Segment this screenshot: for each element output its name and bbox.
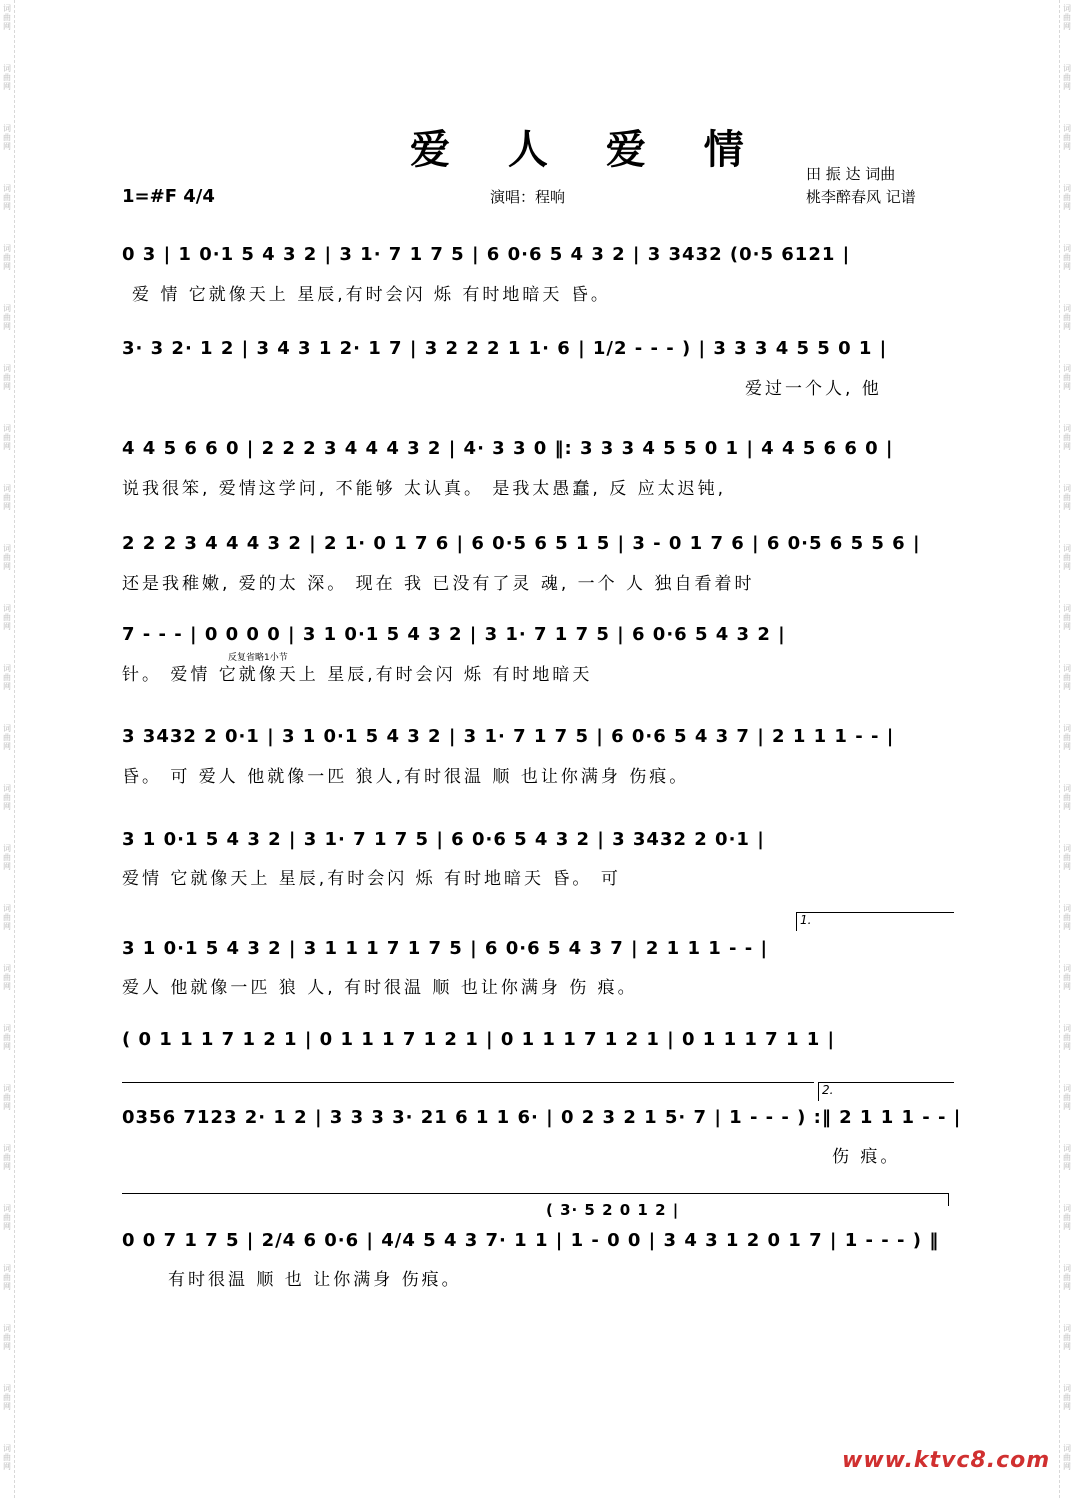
watermark-stamp: 词 曲 网: [1063, 1144, 1071, 1171]
first-ending-bracket: [796, 912, 954, 931]
watermark-stamp: 词 曲 网: [3, 964, 11, 991]
watermark-stamp: 词 曲 网: [1063, 1264, 1071, 1291]
watermark-stamp: 词 曲 网: [3, 1444, 11, 1471]
notation-line-11: 0 0 7 1 7 5 | 2/4 6 0·6 | 4/4 5 4 3 7· 1 1 | 1 - 0 0 | 3 4 3 1 2 0 1 7 | 1 - - - ) ‖: [122, 1230, 940, 1251]
lyric-line-1: 爱 情 它就像天上 星辰,有时会闪 烁 有时地暗天 昏。: [132, 285, 611, 305]
second-ending-label: 2.: [822, 1083, 834, 1097]
watermark-stamp: 词 曲 网: [3, 1324, 11, 1351]
watermark-stamp: 词 曲 网: [3, 784, 11, 811]
watermark-stamp: 词 曲 网: [3, 1084, 11, 1111]
second-ending-extension: [122, 1193, 949, 1206]
watermark-stamp: 词 曲 网: [1063, 844, 1071, 871]
notation-line-12: ( 3· 5 2 0 1 2 |: [546, 1201, 680, 1219]
lyric-line-8: 爱人 他就像一匹 狼 人, 有时很温 顺 也让你满身 伤 痕。: [122, 978, 638, 998]
lyric-line-6: 昏。 可 爱人 他就像一匹 狼人,有时很温 顺 也让你满身 伤痕。: [122, 767, 690, 787]
watermark-stamp: 词 曲 网: [3, 184, 11, 211]
watermark-stamp: 词 曲 网: [1063, 1084, 1071, 1111]
watermark-stamp: 词 曲 网: [1063, 4, 1071, 31]
watermark-stamp: 词 曲 网: [3, 1204, 11, 1231]
watermark-stamp: 词 曲 网: [3, 4, 11, 31]
notation-line-7: 3 1 0·1 5 4 3 2 | 3 1· 7 1 7 5 | 6 0·6 5 4 3 2 | 3 3432 2 0·1 |: [122, 829, 765, 850]
watermark-stamp: 词 曲 网: [1063, 1024, 1071, 1051]
watermark-stamp: 词 曲 网: [1063, 544, 1071, 571]
notation-line-4: 2 2 2 3 4 4 4 3 2 | 2 1· 0 1 7 6 | 6 0·5 6 5 1 5 | 3 - 0 1 7 6 | 6 0·5 6 5 5 6 |: [122, 533, 921, 554]
lyric-line-2: 爱过一个人, 他: [745, 379, 882, 399]
watermark-stamp: 词 曲 网: [3, 244, 11, 271]
watermark-stamp: 词 曲 网: [3, 664, 11, 691]
watermark-stamp: 词 曲 网: [1063, 784, 1071, 811]
song-title: 爱 人 爱 情: [410, 126, 766, 173]
notation-line-5: 7 - - - | 0 0 0 0 | 3 1 0·1 5 4 3 2 | 3 1· 7 1 7 5 | 6 0·6 5 4 3 2 |: [122, 624, 786, 645]
lyric-line-4: 还是我稚嫩, 爱的太 深。 现在 我 已没有了灵 魂, 一个 人 独自看着时: [122, 574, 755, 594]
watermark-stamp: 词 曲 网: [1063, 124, 1071, 151]
watermark-stamp: 词 曲 网: [1063, 424, 1071, 451]
left-watermark-strip: [0, 0, 15, 1498]
watermark-stamp: 词 曲 网: [1063, 484, 1071, 511]
watermark-stamp: 词 曲 网: [3, 604, 11, 631]
watermark-stamp: 词 曲 网: [3, 904, 11, 931]
notation-line-10: 0356 7123 2· 1 2 | 3 3 3 3· 21 6 1 1 6· | 0 2 3 2 1 5· 7 | 1 - - - ) :‖ 2 1 1 1 - - |: [122, 1107, 962, 1128]
watermark-stamp: 词 曲 网: [1063, 724, 1071, 751]
watermark-stamp: 词 曲 网: [1063, 364, 1071, 391]
first-ending-extension: [122, 1082, 814, 1095]
watermark-stamp: 词 曲 网: [1063, 184, 1071, 211]
watermark-stamp: 词 曲 网: [3, 304, 11, 331]
watermark-stamp: 词 曲 网: [1063, 964, 1071, 991]
watermark-stamp: 词 曲 网: [1063, 1384, 1071, 1411]
watermark-stamp: 词 曲 网: [3, 1264, 11, 1291]
repeat-note: 反复省略1小节: [228, 653, 288, 663]
singer-credit: 演唱：程响: [490, 188, 566, 206]
watermark-stamp: 词 曲 网: [1063, 244, 1071, 271]
watermark-stamp: 词 曲 网: [3, 844, 11, 871]
watermark-stamp: 词 曲 网: [1063, 604, 1071, 631]
lyric-line-11: 有时很温 顺 也 让你满身 伤痕。: [168, 1270, 462, 1290]
lyric-line-3: 说我很笨, 爱情这学问, 不能够 太认真。 是我太愚蠢, 反 应太迟钝,: [122, 479, 727, 499]
notation-line-3: 4 4 5 6 6 0 | 2 2 2 3 4 4 4 3 2 | 4· 3 3 0 ‖: 3 3 3 4 5 5 0 1 | 4 4 5 6 6 0 |: [122, 438, 894, 459]
watermark-stamp: 词 曲 网: [3, 64, 11, 91]
watermark-stamp: 词 曲 网: [1063, 1444, 1071, 1471]
watermark-stamp: 词 曲 网: [1063, 304, 1071, 331]
watermark-stamp: 词 曲 网: [3, 484, 11, 511]
notation-line-9: ( 0 1 1 1 7 1 2 1 | 0 1 1 1 7 1 2 1 | 0 1 1 1 7 1 2 1 | 0 1 1 1 7 1 1 |: [122, 1029, 836, 1050]
notation-line-6: 3 3432 2 0·1 | 3 1 0·1 5 4 3 2 | 3 1· 7 1 7 5 | 6 0·6 5 4 3 7 | 2 1 1 1 - - |: [122, 726, 895, 747]
key-signature: 1=#F 4/4: [122, 186, 215, 207]
site-url: www.ktvc8.com: [842, 1448, 1051, 1473]
notation-line-1: 0 3 | 1 0·1 5 4 3 2 | 3 1· 7 1 7 5 | 6 0·6 5 4 3 2 | 3 3432 (0·5 6121 |: [122, 244, 851, 265]
watermark-stamp: 词 曲 网: [1063, 664, 1071, 691]
watermark-stamp: 词 曲 网: [3, 1024, 11, 1051]
notation-line-8: 3 1 0·1 5 4 3 2 | 3 1 1 1 7 1 7 5 | 6 0·6 5 4 3 7 | 2 1 1 1 - - |: [122, 938, 769, 959]
second-ending-bracket: [818, 1082, 954, 1101]
watermark-stamp: 词 曲 网: [1063, 1204, 1071, 1231]
first-ending-label: 1.: [800, 913, 812, 927]
watermark-stamp: 词 曲 网: [3, 1144, 11, 1171]
watermark-stamp: 词 曲 网: [3, 364, 11, 391]
watermark-stamp: 词 曲 网: [1063, 1324, 1071, 1351]
right-watermark-strip: [1059, 0, 1074, 1498]
watermark-stamp: 词 曲 网: [1063, 64, 1071, 91]
lyric-line-10: 伤 痕。: [832, 1147, 901, 1167]
transcriber-credit: 桃李醉春风 记谱: [806, 188, 916, 206]
watermark-stamp: 词 曲 网: [3, 1384, 11, 1411]
watermark-stamp: 词 曲 网: [3, 424, 11, 451]
watermark-stamp: 词 曲 网: [3, 724, 11, 751]
composer-credit: 田 振 达 词曲: [806, 165, 896, 183]
lyric-line-7: 爱情 它就像天上 星辰,有时会闪 烁 有时地暗天 昏。 可: [122, 869, 621, 889]
watermark-stamp: 词 曲 网: [3, 124, 11, 151]
lyric-line-5: 针。 爱情 它就像天上 星辰,有时会闪 烁 有时地暗天: [122, 665, 593, 685]
notation-line-2: 3· 3 2· 1 2 | 3 4 3 1 2· 1 7 | 3 2 2 2 1 1· 6 | 1/2 - - - ) | 3 3 3 4 5 5 0 1 |: [122, 338, 888, 359]
watermark-stamp: 词 曲 网: [1063, 904, 1071, 931]
watermark-stamp: 词 曲 网: [3, 544, 11, 571]
